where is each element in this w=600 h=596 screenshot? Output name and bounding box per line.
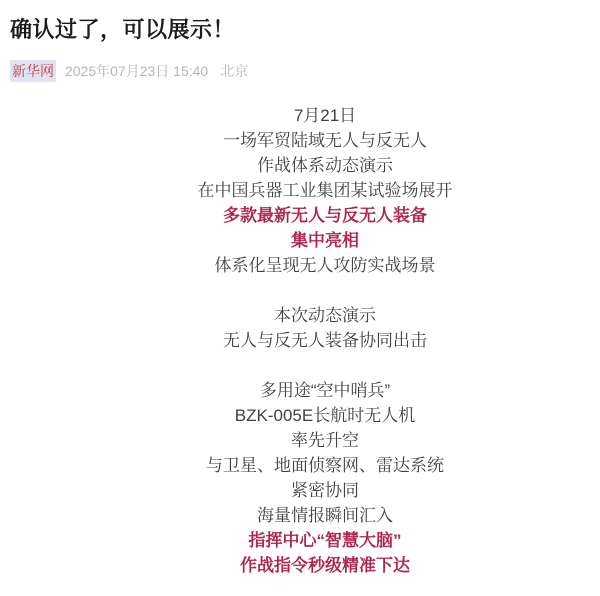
- article-line: 海量情报瞬间汇入: [257, 506, 393, 525]
- article-line: 在中国兵器工业集团某试验场展开: [197, 181, 453, 200]
- publish-date: 2025年07月23日 15:40: [65, 63, 209, 79]
- article-line: 紧密协同: [291, 481, 359, 500]
- byline: [10, 60, 600, 82]
- source-tag[interactable]: 新华网: [10, 60, 56, 82]
- article-line: 7月21日: [293, 106, 357, 125]
- article-paragraph: [0, 303, 600, 353]
- page-title: 确认过了，可以展示！: [10, 17, 236, 42]
- article-line: 无人与反无人装备协同出击: [223, 331, 427, 350]
- article-body: [0, 103, 600, 578]
- article-line-highlight: 多款最新无人与反无人装备: [223, 206, 427, 225]
- article-line: 率先升空: [291, 431, 359, 450]
- article-line: 本次动态演示: [274, 306, 376, 325]
- article-line: BZK-005E长航时无人机: [234, 406, 416, 425]
- article-line: 多用途“空中哨兵”: [259, 381, 391, 400]
- article-line-highlight: 指挥中心“智慧大脑”: [248, 531, 402, 550]
- article-line: 一场军贸陆域无人与反无人: [223, 131, 427, 150]
- publish-location: 北京: [220, 63, 249, 79]
- article-line: 作战体系动态演示: [257, 156, 393, 175]
- article-paragraph: [0, 378, 600, 578]
- article-line: 体系化呈现无人攻防实战场景: [214, 256, 436, 275]
- article-line: 与卫星、地面侦察网、雷达系统: [206, 456, 444, 475]
- article-line-highlight: 集中亮相: [291, 231, 359, 250]
- article-paragraph: [0, 103, 600, 278]
- article-line-highlight: 作战指令秒级精准下达: [240, 556, 410, 575]
